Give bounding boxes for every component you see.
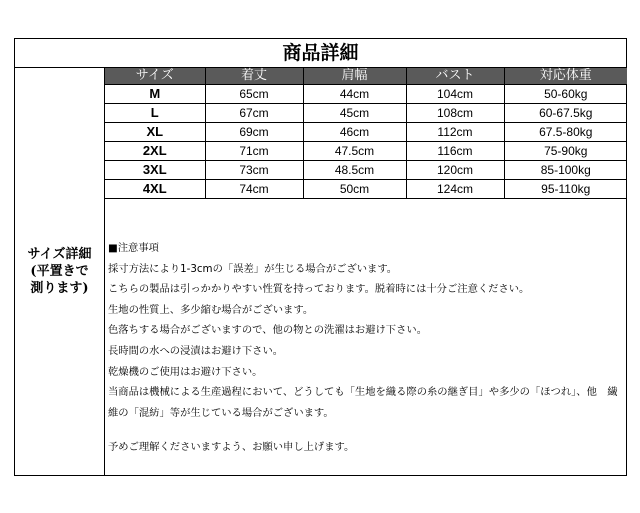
bust-cell: 104cm [406, 85, 504, 104]
length-cell: 69cm [205, 123, 303, 142]
size-detail-label-line: (平置きで [30, 264, 89, 279]
weight-cell: 60-67.5kg [504, 104, 627, 123]
note-line: 長時間の水への浸漬はお避け下さい。 [108, 344, 284, 357]
notes-closing: 予めご理解くださいますよう、お願い申し上げます。 [108, 441, 355, 454]
care-notes [106, 238, 626, 458]
bust-cell: 116cm [406, 142, 504, 161]
shoulder-cell: 47.5cm [303, 142, 406, 161]
weight-cell: 50-60kg [504, 85, 627, 104]
table-row [105, 104, 627, 123]
shoulder-cell: 45cm [303, 104, 406, 123]
table-row [105, 161, 627, 180]
length-cell: 74cm [205, 180, 303, 199]
bust-cell: 124cm [406, 180, 504, 199]
length-cell: 73cm [205, 161, 303, 180]
note-line: 色落ちする場合がございますので、他の物との洗濯はお避け下さい。 [108, 324, 427, 337]
note-line: 採寸方法により1-3cmの「誤差」が生じる場合がございます。 [108, 262, 398, 275]
size-cell: 4XL [105, 180, 205, 199]
weight-cell: 75-90kg [504, 142, 627, 161]
weight-cell: 67.5-80kg [504, 123, 627, 142]
length-cell: 71cm [205, 142, 303, 161]
note-line: 当商品は機械による生産過程において、どうしても「生地を織る際の糸の継ぎ目」や多少の「ほつれ」、他 繊維の「混紡」等が生じている場合がございます。 [108, 386, 618, 419]
shoulder-cell: 46cm [303, 123, 406, 142]
bust-cell: 120cm [406, 161, 504, 180]
table-row [105, 123, 627, 142]
weight-cell: 95-110kg [504, 180, 627, 199]
column-header-size: サイズ [105, 68, 205, 85]
column-header-bust: バスト [406, 68, 504, 85]
size-detail-label-line: サイズ詳細 [27, 247, 92, 262]
shoulder-cell: 44cm [303, 85, 406, 104]
size-cell: XL [105, 123, 205, 142]
length-cell: 65cm [205, 85, 303, 104]
note-line: 生地の性質上、多少縮む場合がございます。 [108, 303, 314, 316]
detail-content [105, 68, 626, 475]
size-table [105, 68, 627, 199]
size-cell: 2XL [105, 142, 205, 161]
shoulder-cell: 50cm [303, 180, 406, 199]
notes-heading: ■注意事項 [108, 242, 159, 254]
size-cell: 3XL [105, 161, 205, 180]
column-header-length: 着丈 [205, 68, 303, 85]
column-header-weight: 対応体重 [504, 68, 627, 85]
table-row [105, 180, 627, 199]
table-row [105, 142, 627, 161]
weight-cell: 85-100kg [504, 161, 627, 180]
table-row [105, 85, 627, 104]
size-detail-label-line: 測ります) [30, 281, 89, 296]
product-detail-frame [14, 38, 627, 476]
note-line: 乾燥機のご使用はお避け下さい。 [108, 365, 263, 378]
size-detail-label [15, 68, 105, 475]
size-cell: M [105, 85, 205, 104]
bust-cell: 108cm [406, 104, 504, 123]
column-header-shoulder: 肩幅 [303, 68, 406, 85]
table-header-row [105, 68, 627, 85]
note-line: こちらの製品は引っかかりやすい性質を持っております。脱着時には十分ご注意ください。 [108, 283, 530, 296]
bust-cell: 112cm [406, 123, 504, 142]
length-cell: 67cm [205, 104, 303, 123]
size-cell: L [105, 104, 205, 123]
shoulder-cell: 48.5cm [303, 161, 406, 180]
page-title: 商品詳細 [15, 39, 626, 68]
